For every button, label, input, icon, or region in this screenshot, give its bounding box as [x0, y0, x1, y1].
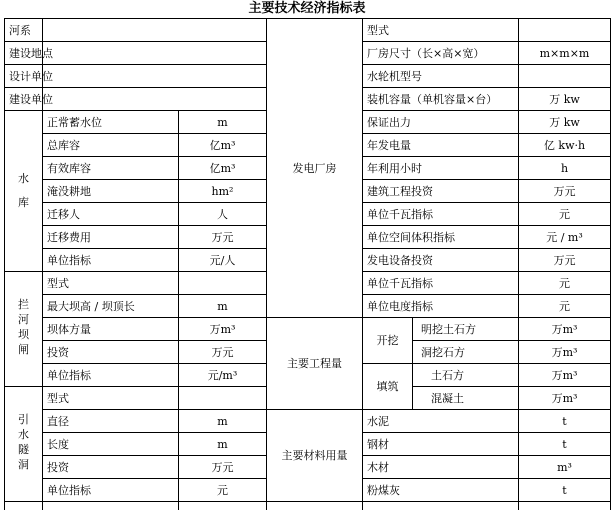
- materials-item: 粉煤灰: [363, 479, 519, 502]
- powerhouse-item: 单位千瓦指标: [363, 203, 519, 226]
- dam-item: 最大坝高 / 坝顶长: [43, 295, 179, 318]
- powerhouse-unit: 元: [519, 295, 611, 318]
- quantities-unit: 万m³: [519, 364, 611, 387]
- table-row: [5, 502, 611, 511]
- reservoir-item: 总库容: [43, 134, 179, 157]
- powerhouse-item: 发电设备投资: [363, 249, 519, 272]
- dam-item: 坝体方量: [43, 318, 179, 341]
- quantities-item: 土石方: [413, 364, 519, 387]
- tunnel-unit: m: [179, 433, 267, 456]
- reservoir-unit: hm²: [179, 180, 267, 203]
- powerhouse-item: 单位空间体积指标: [363, 226, 519, 249]
- powerhouse-item: 单位电度指标: [363, 295, 519, 318]
- powerhouse-label: 发电厂房: [267, 19, 363, 318]
- dam-unit: 万m³: [179, 318, 267, 341]
- powerhouse-unit: 万 kw: [519, 88, 611, 111]
- quantities-item: 混凝土: [413, 387, 519, 410]
- site-value[interactable]: [43, 42, 267, 65]
- quantities-item: 洞挖石方: [413, 341, 519, 364]
- tunnel-unit: 元: [179, 479, 267, 502]
- river-system-label: 河系: [5, 19, 43, 42]
- powerhouse-unit: 万元: [519, 180, 611, 203]
- powerhouse-item: 年利用小时: [363, 157, 519, 180]
- powerhouse-unit: 亿 kw·h: [519, 134, 611, 157]
- reservoir-item: 迁移费用: [43, 226, 179, 249]
- dam-unit: 元/m³: [179, 364, 267, 387]
- materials-unit: t: [519, 410, 611, 433]
- materials-item: 钢材: [363, 433, 519, 456]
- powerhouse-unit: [519, 19, 611, 42]
- quantities-unit: 万m³: [519, 318, 611, 341]
- powerhouse-unit: [519, 65, 611, 88]
- reservoir-item: 正常蓄水位: [43, 111, 179, 134]
- powerhouse-unit: 元 / m³: [519, 226, 611, 249]
- materials-unit: t: [519, 433, 611, 456]
- dam-item: 型式: [43, 272, 179, 295]
- quantities-item: 明挖土石方: [413, 318, 519, 341]
- powerhouse-unit: 万元: [519, 249, 611, 272]
- powerhouse-item: 厂房尺寸（长×高×宽）: [363, 42, 519, 65]
- continuation-cell: [363, 502, 519, 511]
- dam-item: 单位指标: [43, 364, 179, 387]
- tunnel-unit: m: [179, 410, 267, 433]
- indicator-table: [4, 18, 611, 510]
- design-unit-value[interactable]: [43, 65, 267, 88]
- dam-unit: 万元: [179, 341, 267, 364]
- materials-label: 主要材料用量: [267, 410, 363, 502]
- design-unit-label: 设计单位: [5, 65, 43, 88]
- powerhouse-unit: 元: [519, 272, 611, 295]
- dam-unit: [179, 272, 267, 295]
- reservoir-item: 有效库容: [43, 157, 179, 180]
- reservoir-unit: 亿m³: [179, 134, 267, 157]
- powerhouse-unit: 万 kw: [519, 111, 611, 134]
- tunnel-label: 引水隧洞: [5, 387, 43, 502]
- reservoir-label: 水库: [5, 111, 43, 272]
- powerhouse-item: 建筑工程投资: [363, 180, 519, 203]
- reservoir-unit: 万元: [179, 226, 267, 249]
- powerhouse-item: 型式: [363, 19, 519, 42]
- site-label: 建设地点: [5, 42, 43, 65]
- excavation-label: 开挖: [363, 318, 413, 364]
- table-row: [5, 19, 611, 42]
- dam-unit: m: [179, 295, 267, 318]
- powerhouse-item: 水轮机型号: [363, 65, 519, 88]
- reservoir-unit: 元/人: [179, 249, 267, 272]
- reservoir-unit: 亿m³: [179, 157, 267, 180]
- tunnel-unit: [179, 387, 267, 410]
- construction-unit-value[interactable]: [43, 88, 267, 111]
- continuation-cell: [267, 502, 363, 511]
- continuation-cell: [519, 502, 611, 511]
- reservoir-item: 淹没耕地: [43, 180, 179, 203]
- tunnel-item: 长度: [43, 433, 179, 456]
- tunnel-item: 投资: [43, 456, 179, 479]
- construction-unit-label: 建设单位: [5, 88, 43, 111]
- quantities-unit: 万m³: [519, 387, 611, 410]
- tunnel-unit: 万元: [179, 456, 267, 479]
- tunnel-item: 直径: [43, 410, 179, 433]
- reservoir-unit: m: [179, 111, 267, 134]
- dam-label: 拦河坝闸: [5, 272, 43, 387]
- tunnel-item: 单位指标: [43, 479, 179, 502]
- powerhouse-item: 保证出力: [363, 111, 519, 134]
- tunnel-item: 型式: [43, 387, 179, 410]
- powerhouse-item: 装机容量（单机容量×台）: [363, 88, 519, 111]
- materials-item: 水泥: [363, 410, 519, 433]
- continuation-cell: [179, 502, 267, 511]
- materials-item: 木材: [363, 456, 519, 479]
- powerhouse-unit: m×m×m: [519, 42, 611, 65]
- reservoir-item: 迁移人: [43, 203, 179, 226]
- powerhouse-unit: 元: [519, 203, 611, 226]
- quantities-unit: 万m³: [519, 341, 611, 364]
- reservoir-item: 单位指标: [43, 249, 179, 272]
- materials-unit: t: [519, 479, 611, 502]
- powerhouse-item: 单位千瓦指标: [363, 272, 519, 295]
- continuation-cell: [5, 502, 43, 511]
- quantities-label: 主要工程量: [267, 318, 363, 410]
- table-row: [5, 318, 611, 341]
- table-title: 主要技术经济指标表: [248, 1, 366, 16]
- powerhouse-unit: h: [519, 157, 611, 180]
- table-row: [5, 410, 611, 433]
- continuation-cell: [43, 502, 179, 511]
- powerhouse-item: 年发电量: [363, 134, 519, 157]
- fill-label: 填筑: [363, 364, 413, 410]
- dam-item: 投资: [43, 341, 179, 364]
- river-system-value[interactable]: [43, 19, 267, 42]
- reservoir-unit: 人: [179, 203, 267, 226]
- materials-unit: m³: [519, 456, 611, 479]
